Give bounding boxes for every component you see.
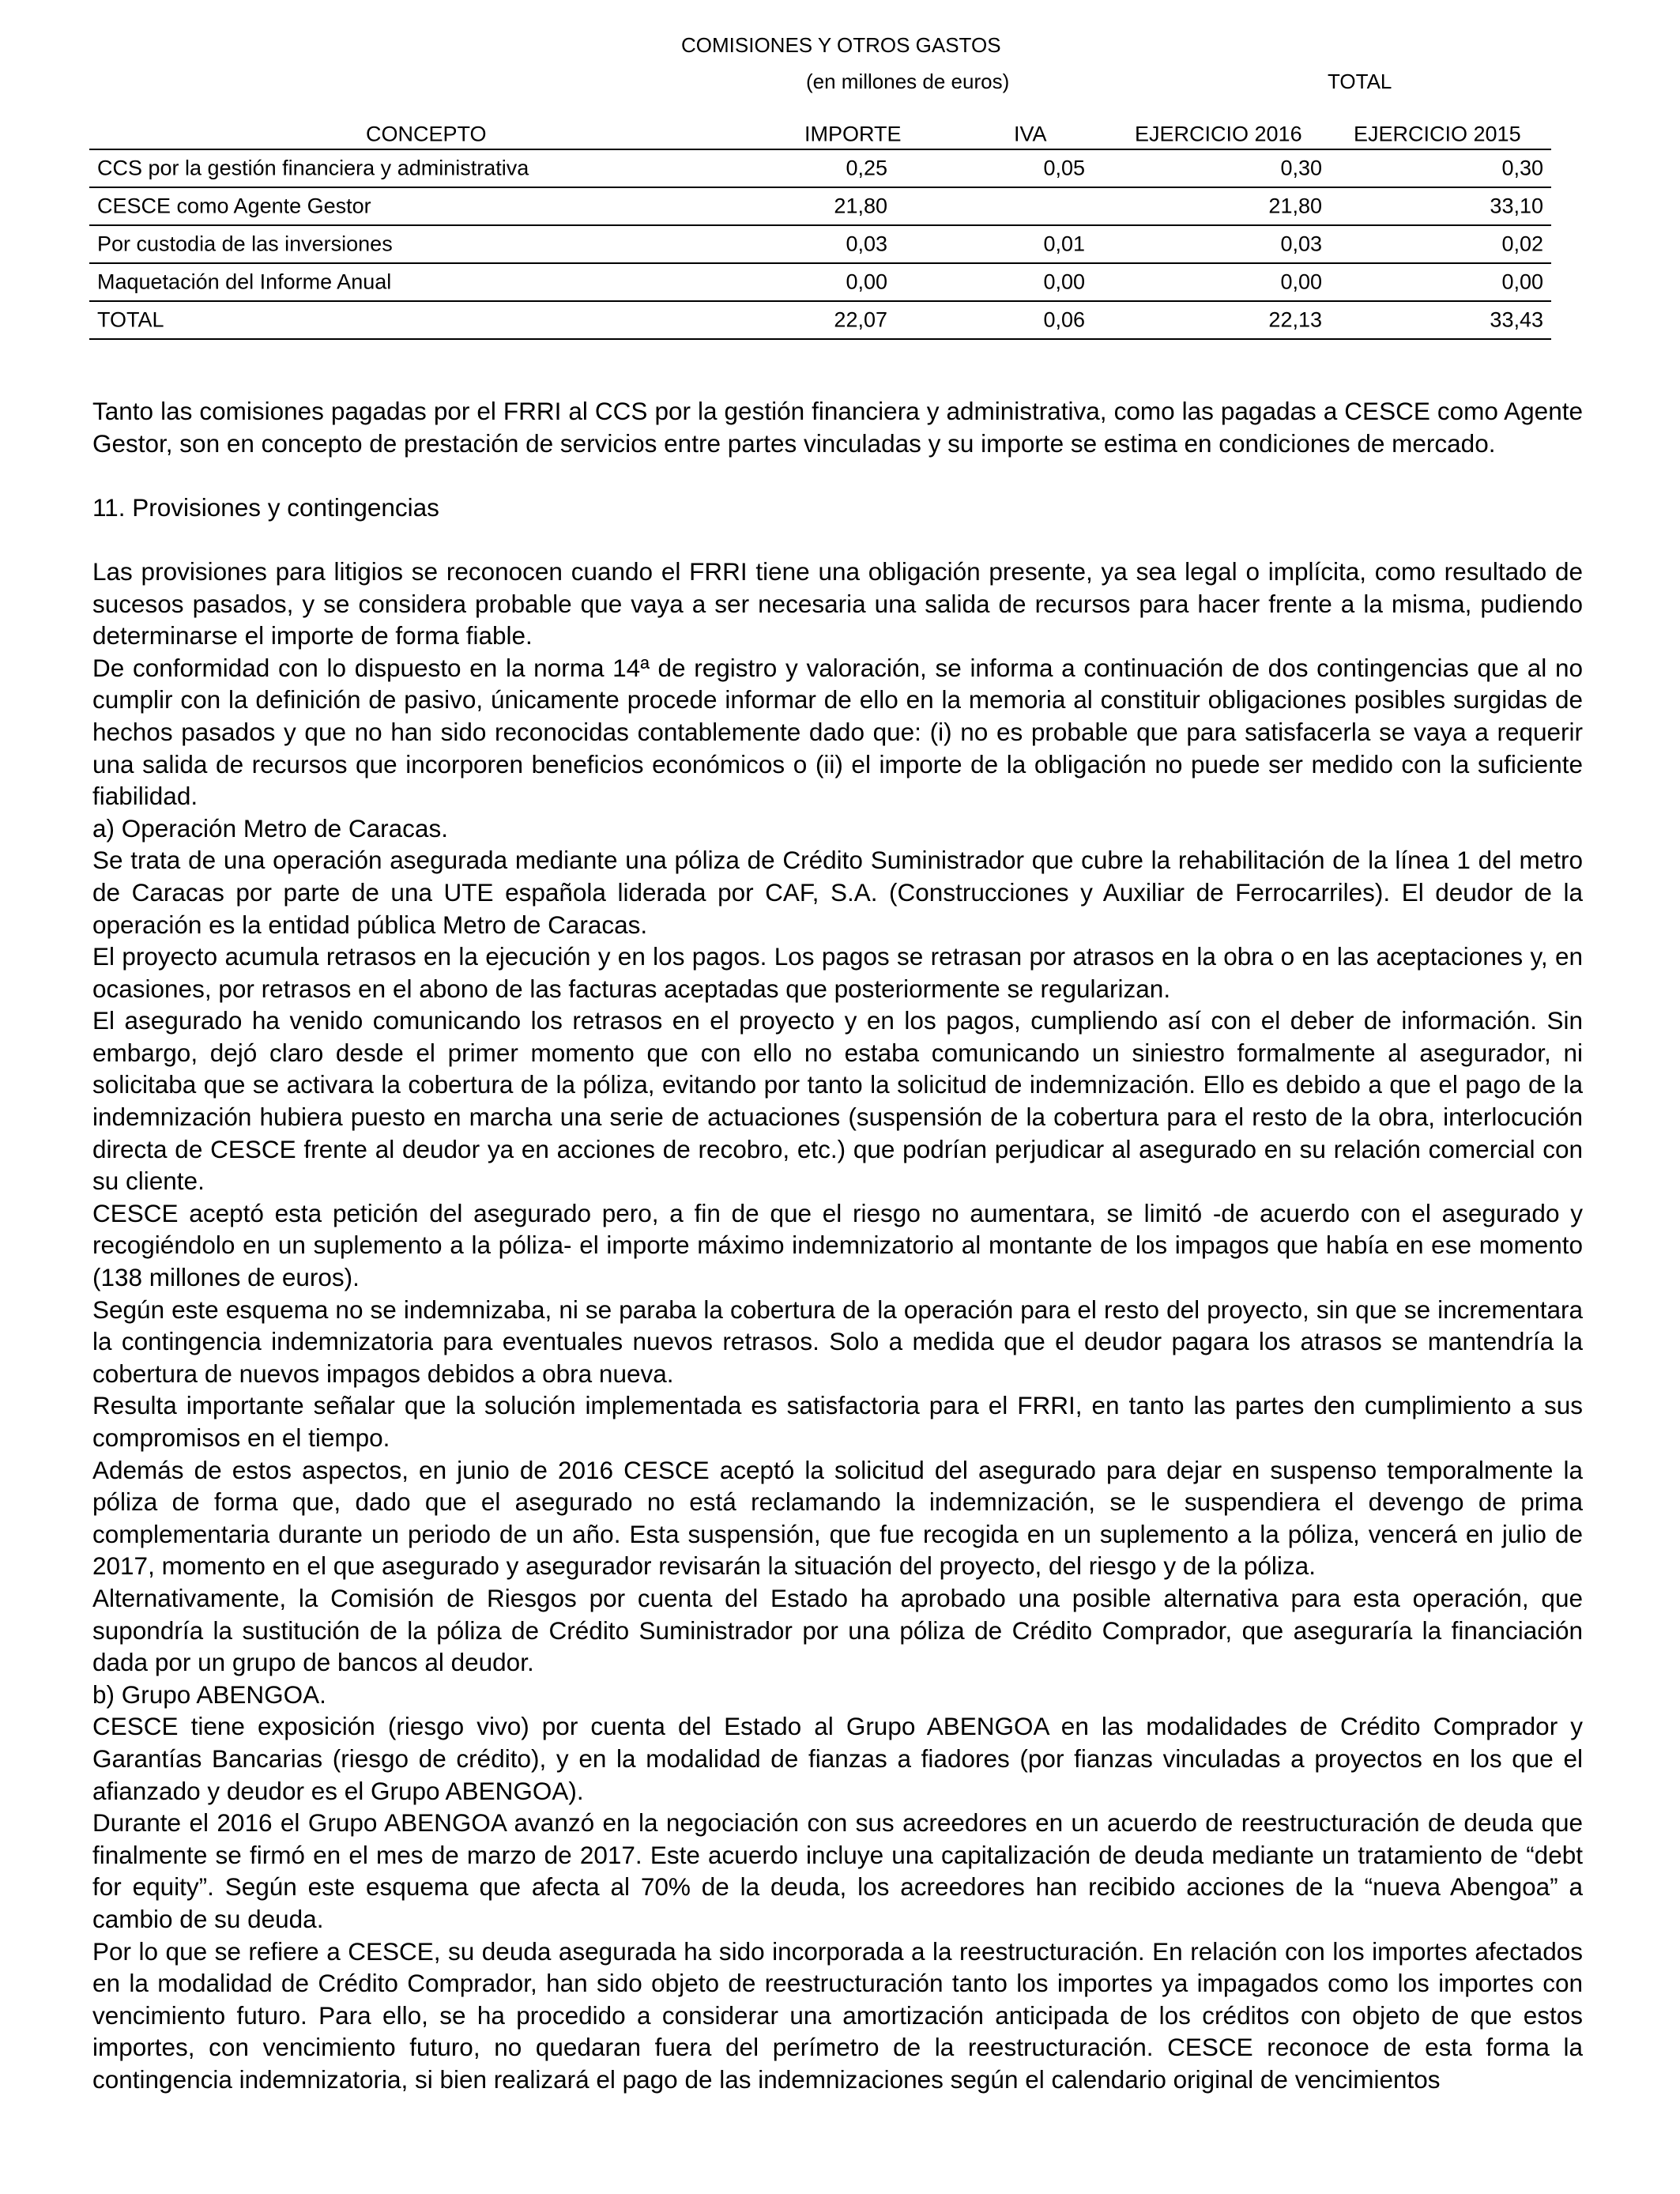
table-cell-ejercicio-2016: 21,80 (1268, 194, 1322, 218)
table-cell-ejercicio-2016: 0,30 (1280, 156, 1322, 180)
table-cell-ejercicio-2015: 0,00 (1501, 270, 1543, 294)
paragraph: Resulta importante señalar que la solución implementada es satisfactoria para el FRRI, en tanto las partes den cumplimiento a sus compromisos en el tiempo. (92, 1391, 1583, 1452)
table-cell-ejercicio-2016: 0,00 (1280, 270, 1322, 294)
body-text (92, 395, 1583, 2095)
table-cell-ejercicio-2015: 33,43 (1490, 307, 1543, 332)
subheading-grupo-abengoa: b) Grupo ABENGOA. (92, 1679, 326, 1709)
table-cell-ejercicio-2016: 22,13 (1268, 307, 1322, 332)
table-cell-iva: 0,01 (1043, 232, 1085, 256)
paragraph: Las provisiones para litigios se reconocen cuando el FRRI tiene una obligación presente, ya sea legal o implícita, como resultado de sucesos pasados, y se considera probable que vaya a ser necesaria una salida de recursos para hacer frente a la misma, pudiendo determinarse el importe de forma fiable. (92, 556, 1583, 650)
table-cell-importe: 0,25 (846, 156, 887, 180)
table-header-row (89, 120, 1551, 150)
paragraph: Además de estos aspectos, en junio de 2016 CESCE aceptó la solicitud del asegurado para dejar en suspenso temporalmente la póliza de forma que, dado que el asegurado no está reclamando la indemnización, se le suspendiera el devengo de prima complementaria durante un periodo de un año. Esta suspensión, que fue recogida en un suplemento a la póliza, vencerá en julio de 2017, momento en el que asegurado y asegurador revisarán la situación del proyecto, del riesgo y de la póliza. (92, 1455, 1583, 1581)
paragraph: De conformidad con lo dispuesto en la norma 14ª de registro y valoración, se informa a continuación de dos contingencias que al no cumplir con la definición de pasivo, únicamente procede informar de ello en la memoria al constituir obligaciones posibles surgidas de hechos pasados y que no han sido reconocidas contablemente dado que: (i) no es probable que para satisfacerla se vaya a requerir una salida de recursos que incorporen beneficios económicos o (ii) el importe de la obligación no puede ser medido con la suficiente fiabilidad. (92, 653, 1583, 811)
table-cell-ejercicio-2016: 0,03 (1280, 232, 1322, 256)
paragraph: Se trata de una operación asegurada mediante una póliza de Crédito Suministrador que cubre la rehabilitación de la línea 1 del metro de Caracas por parte de una UTE española liderada por CAF, S.A. (Construcciones y Auxiliar de Ferrocarriles). El deudor de la operación es la entidad pública Metro de Caracas. (92, 846, 1583, 939)
table-cell-ejercicio-2015: 0,02 (1501, 232, 1543, 256)
table-cell-concepto: CESCE como Agente Gestor (97, 194, 371, 218)
table-cell-importe: 21,80 (834, 194, 887, 218)
table-total-row (89, 302, 1551, 340)
column-header-concepto: CONCEPTO (366, 122, 487, 146)
subheading-metro-caracas: a) Operación Metro de Caracas. (92, 813, 448, 843)
paragraph: El proyecto acumula retrasos en la ejecución y en los pagos. Los pagos se retrasan por atrasos en la obra o en las aceptaciones y, en ocasiones, por retrasos en el abono de las facturas aceptadas que posteriormente se regularizan. (92, 942, 1583, 1003)
table-cell-concepto: TOTAL (97, 307, 164, 332)
commissions-table (89, 120, 1551, 340)
table-total-group-label: TOTAL (1328, 70, 1392, 93)
paragraph: Por lo que se refiere a CESCE, su deuda asegurada ha sido incorporada a la reestructuración. En relación con los importes afectados en la modalidad de Crédito Comprador, han sido objeto de reestructuración tanto los importes ya impagados como los importes con vencimiento futuro. Para ello, se ha procedido a considerar una amortización anticipada de los créditos con objeto de que estos importes, con vencimiento futuro, no quedaran fuera del perímetro de la reestructuración. CESCE reconoce de esta forma la contingencia indemnizatoria, si bien realizará el pago de las indemnizaciones según el calendario original de vencimientos (92, 1936, 1583, 2094)
paragraph: CESCE aceptó esta petición del asegurado pero, a fin de que el riesgo no aumentara, se limitó -de acuerdo con el asegurado y recogiéndolo en un suplemento a la póliza- el importe máximo indemnizatorio al montante de los impagos que había en ese momento (138 millones de euros). (92, 1198, 1583, 1292)
table-cell-concepto: Maquetación del Informe Anual (97, 270, 392, 294)
table-row (89, 226, 1551, 264)
table-row (89, 150, 1551, 188)
paragraph-commissions: Tanto las comisiones pagadas por el FRRI al CCS por la gestión financiera y administrativa, como las pagadas a CESCE como Agente Gestor, son en concepto de prestación de servicios entre partes vinculadas y su importe se estima en condiciones de mercado. (92, 397, 1583, 458)
column-header-iva: IVA (1014, 122, 1047, 146)
table-cell-concepto: Por custodia de las inversiones (97, 232, 393, 256)
column-header-importe: IMPORTE (804, 122, 902, 146)
table-row (89, 264, 1551, 302)
table-cell-importe: 0,00 (846, 270, 887, 294)
section-heading-provisiones: 11. Provisiones y contingencias (92, 492, 439, 522)
table-cell-ejercicio-2015: 0,30 (1501, 156, 1543, 180)
table-title: COMISIONES Y OTROS GASTOS (681, 33, 1001, 57)
paragraph: El asegurado ha venido comunicando los retrasos en el proyecto y en los pagos, cumpliendo así con el deber de información. Sin embargo, dejó claro desde el primer momento que con ello no estaba comunicando un siniestro formalmente al asegurador, ni solicitaba que se activara la cobertura de la póliza, evitando por tanto la solicitud de indemnización. Ello es debido a que el pago de la indemnización hubiera puesto en marcha una serie de actuaciones (suspensión de la cobertura para el resto de la obra, interlocución directa de CESCE frente al deudor ya en acciones de recobro, etc.) que podrían perjudicar al asegurado en su relación comercial con su cliente. (92, 1006, 1583, 1196)
column-header-ejercicio-2016: EJERCICIO 2016 (1135, 122, 1302, 146)
table-cell-ejercicio-2015: 33,10 (1490, 194, 1543, 218)
paragraph: Alternativamente, la Comisión de Riesgos por cuenta del Estado ha aprobado una posible alternativa para esta operación, que supondría la sustitución de la póliza de Crédito Suministrador por una póliza de Crédito Comprador, que aseguraría la financiación dada por un grupo de bancos al deudor. (92, 1583, 1583, 1677)
table-cell-iva: 0,00 (1043, 270, 1085, 294)
paragraph: CESCE tiene exposición (riesgo vivo) por cuenta del Estado al Grupo ABENGOA en las modalidades de Crédito Comprador y Garantías Bancarias (riesgo de crédito), y en la modalidad de fianzas a fiadores (por fianzas vinculadas a proyectos en los que el afianzado y deudor es el Grupo ABENGOA). (92, 1712, 1583, 1805)
table-unit: (en millones de euros) (806, 70, 1010, 93)
table-cell-concepto: CCS por la gestión financiera y administrativa (97, 156, 529, 180)
table-cell-importe: 0,03 (846, 232, 887, 256)
column-header-ejercicio-2015: EJERCICIO 2015 (1354, 122, 1521, 146)
table-row (89, 188, 1551, 226)
table-cell-importe: 22,07 (834, 307, 887, 332)
table-cell-iva: 0,06 (1043, 307, 1085, 332)
table-cell-iva: 0,05 (1043, 156, 1085, 180)
paragraph: Según este esquema no se indemnizaba, ni se paraba la cobertura de la operación para el resto del proyecto, sin que se incrementara la contingencia indemnizatoria para eventuales nuevos retrasos. Solo a medida que el deudor pagara los atrasos se mantendría la cobertura de nuevos impagos debidos a obra nueva. (92, 1295, 1583, 1388)
paragraph: Durante el 2016 el Grupo ABENGOA avanzó en la negociación con sus acreedores en un acuerdo de reestructuración de deuda que finalmente se firmó en el mes de marzo de 2017. Este acuerdo incluye una capitalización de deuda mediante un tratamiento de “debt for equity”. Según este esquema que afecta al 70% de la deuda, los acreedores han recibido acciones de la “nueva Abengoa” a cambio de su deuda. (92, 1808, 1583, 1933)
